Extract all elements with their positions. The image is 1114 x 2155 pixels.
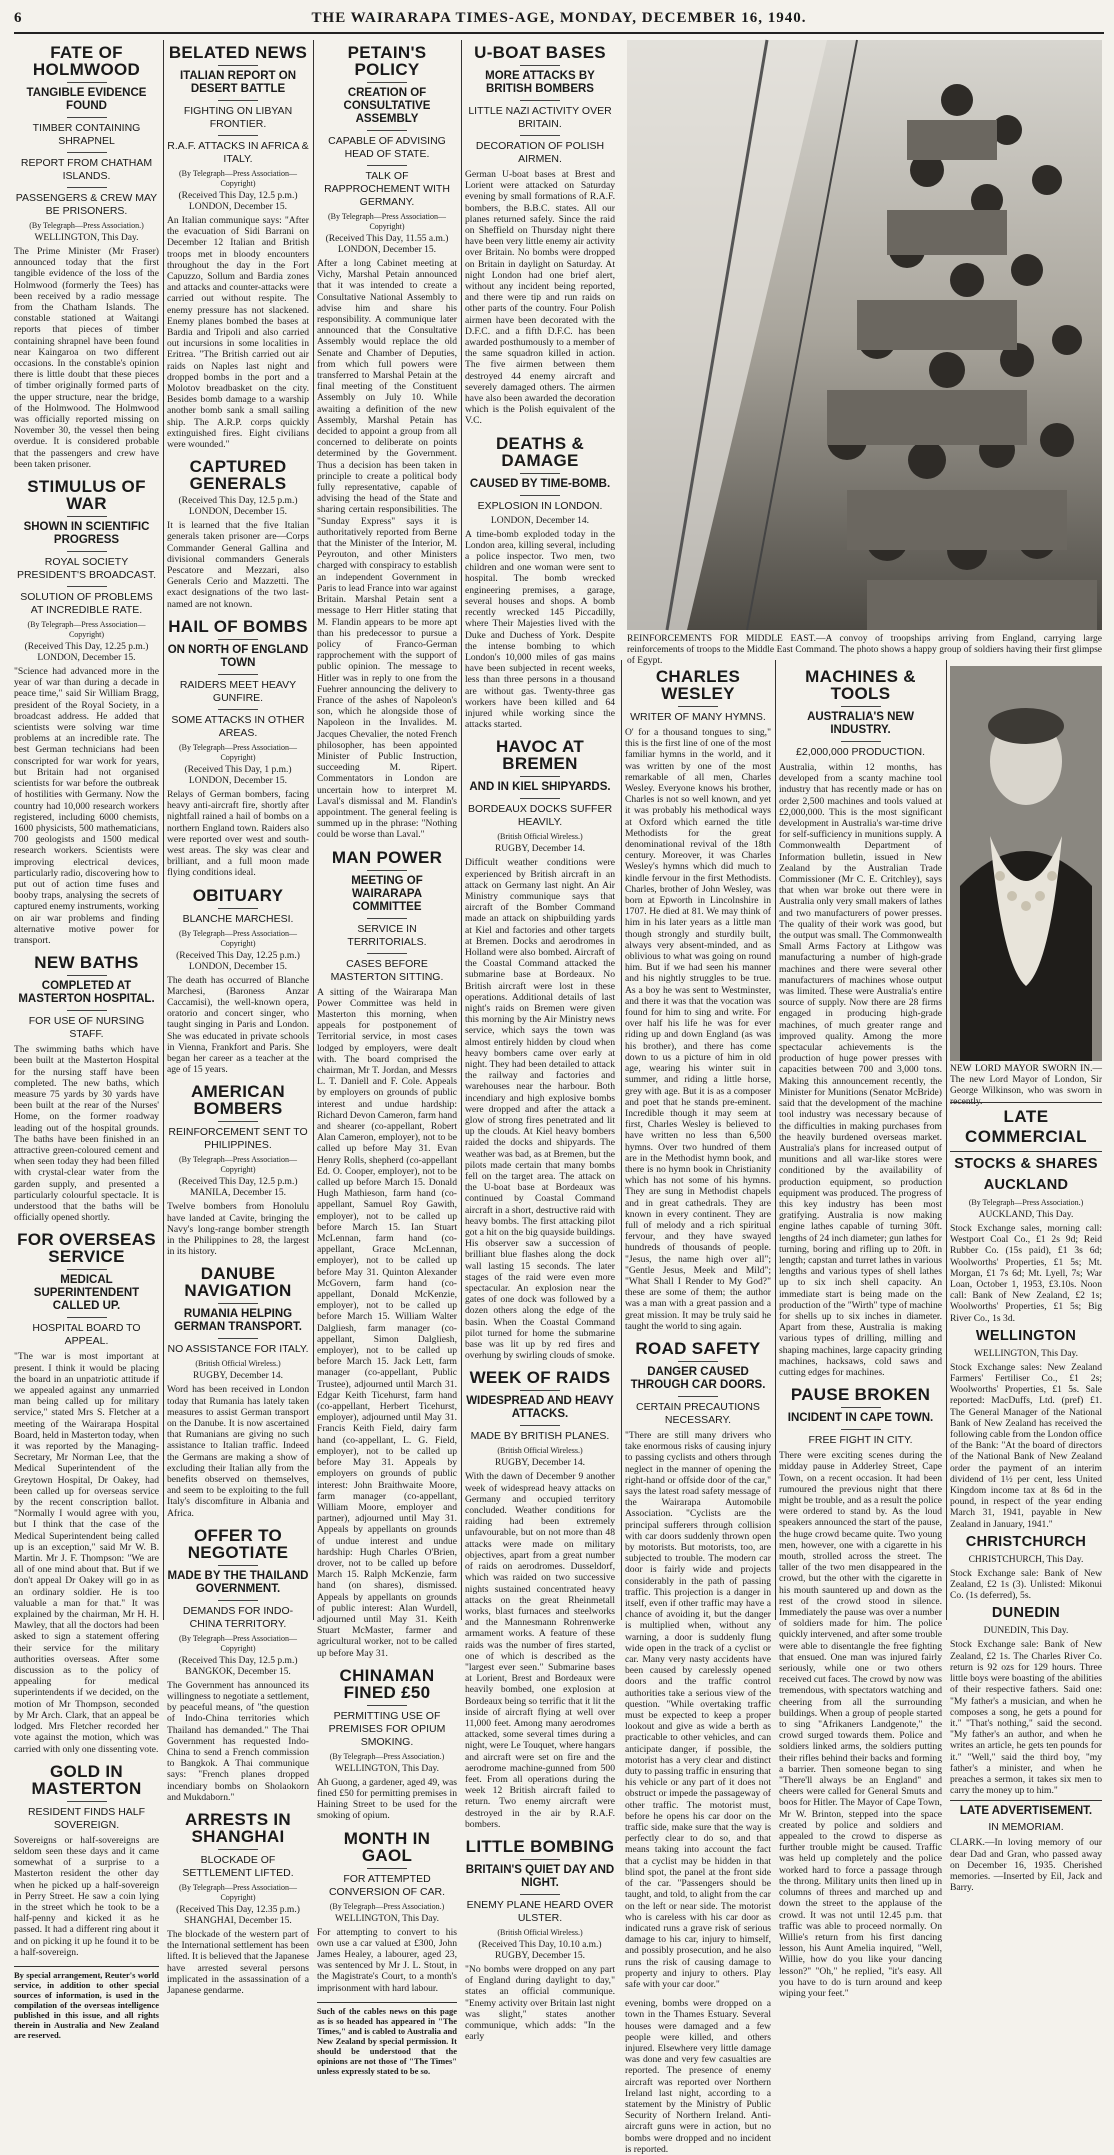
column-note: Such of the cables news on this page as is so headed has appeared in "The Times," and is cabled to Australia and New Zealand by special permission. It should be understood that the opinions are not those of "The Times" unless expressly stated to be so. bbox=[317, 2002, 457, 2076]
story-byline: (By Telegraph—Press Association—Copyright) bbox=[179, 169, 297, 188]
divider bbox=[841, 706, 881, 707]
story-body: For attempting to convert to his own use a car valued at £300, John James Healey, a labourer, aged 23, was sentenced by Mr J. L. Stout, in the Magistrate's Court, to a month's imprisonment with hard labour. bbox=[317, 1926, 457, 1994]
column-4 bbox=[465, 40, 615, 2043]
divider bbox=[67, 82, 107, 83]
divider bbox=[520, 100, 560, 101]
story-byline: (British Official Wireless.) bbox=[497, 1446, 583, 1456]
divider bbox=[367, 918, 407, 919]
divider bbox=[367, 953, 407, 954]
story bbox=[625, 1340, 771, 1990]
auckland-dateline: AUCKLAND, This Day. bbox=[978, 1210, 1074, 1220]
divider bbox=[367, 165, 407, 166]
story-subhead: WIDESPREAD AND HEAVY ATTACKS. bbox=[466, 1395, 614, 1421]
auckland-head: AUCKLAND bbox=[983, 1177, 1069, 1193]
story-subhead: RAIDERS MEET HEAVY GUNFIRE. bbox=[179, 678, 297, 704]
story-subhead: ON NORTH OF ENGLAND TOWN bbox=[167, 643, 309, 669]
troopship-photo-icon bbox=[627, 40, 1102, 630]
story-body: Word has been received in London today that Rumania has lately taken measures to assist German transport on the Danube. It is now ascertained that Rumanians are giving no such assistance to Italian traffic. Indeed the Germans are making a show of excluding their Italian ally from the benefits observed on themselves, and seem to be exploiting to the full Italy's discomfiture in Albania and Africa. bbox=[167, 1384, 309, 1519]
story-subhead: SOME ATTACKS IN OTHER AREAS. bbox=[171, 713, 305, 739]
story-subhead: BLANCHE MARCHESI. bbox=[182, 912, 294, 925]
story-body: evening, bombs were dropped on a town in the Thames Estuary. Several houses were damaged and a few people were killed, and others injured. Elsewhere very little damage was done and very few casualties are reported. The presence of enemy aircraft was reported over Northern Ireland last night, according to a statement by the Ministry of Public Security of Northern Ireland. Anti-aircraft guns were in action, but no bombs were dropped and no incident is reported. bbox=[625, 1998, 771, 2155]
late-commercial-title: LATE COMMERCIAL bbox=[964, 1107, 1088, 1146]
story-byline: (By Telegraph—Press Association—Copyright) bbox=[179, 742, 297, 762]
story-body: After a long Cabinet meeting at Vichy, Marshal Petain announced that it was intended to create a Consultative National Assembly to advise him and share his responsibility. A communique later announced that the Consultative Assembly would replace the old Senate and Chamber of Deputies, from which full powers were transferred to Marshal Petain at the final meeting of the Constituent Assembly on July 10. While awaiting a definition of the new Assembly, Marshal Petain has decided to appoint a group from all concerned to deliberate on points determined by the Government. Thus a decision has been taken in principle to create a political body fully representative, capable of advising the head of the State and sharing certain responsibilities. The "Sunday Express" says it is authoritatively reported from Berne that the Minister of the Interior, M. Peyrouton, and other Ministers charged with conspiracy to establish an independent Government in Paris to lead France into war against Britain. Marshal Petain sent a message to Herr Hitler stating that M. Flandin appears to be more apt than his predecessor to pursue a policy of Franco-German rapprochement with the support of public opinion. The message to Hitler was in reply to one from the Fuehrer announcing the delivery to France of the ashes of Napoleon's son, which he alongside those of Napoleon in the Invalides. M. Jacques Chevalier, the noted French philosopher, has been appointed Minister of Public Instruction, succeeding M. Ripert. Commentators in London are uncertain how to interpret M. Laval's dismissal and M. Flandin's appointment. The general feeling is summed up in the phrase: "Nothing could be worse than Laval." bbox=[317, 258, 457, 841]
divider bbox=[218, 639, 258, 640]
story-subhead: COMPLETED AT MASTERTON HOSPITAL. bbox=[18, 980, 155, 1006]
story-body: With the dawn of December 9 another week of widespread heavy attacks on Germany and occupied territory concluded. Weather conditions for raiding had been extremely unfavourable, but on not more than 48 attacks were made on military objectives, apart from a great number of raids on aerodromes. Dusseldorf, which was raided on two successive nights sustained concentrated heavy attacks on the great Rheinmetall works, blast furnaces and steelworks and the Mannesmann Rohrenwerke armament works. A feature of these raids was the number of fires started, one of which is described as the "largest ever seen." Submarine bases at Lorient, Brest and Bordeaux were heavily bombed, one explosion at Bordeaux being so terrific that it lit the inside of aircraft flying at well over 11,000 feet. Among many aerodromes attacked, some several times during a night, were Le Touquet, where hangars and aircraft were set on fire and the aerodrome machine-gunned from 500 feet. From all operations during the week 12 British aircraft failed to return. Two enemy aircraft were destroyed in the air by R.A.F. bombers. bbox=[465, 1471, 615, 1830]
story-body: An Italian communique says: "After the evacuation of Sidi Barrani on December 12 Italian and British troops met in bloody encounters throughout the day in the Fort Capuzzo, Sollum and Bardia zones and attacks and counter-attacks were carried out without respite. The enemy pressure has not slackened. Enemy planes bombed the bases at Bardia and Tripoli and also carried out incursions in some localities in Eritrea. "The British carried out air raids on Naples last night and dropped bombs in the port and a Molotov breadbasket on the city. Besides bomb damage to a warship another bomb sank a small sailing ship. The A.R.P. corps quickly extinguished fires. Eight civilians were wounded." bbox=[167, 215, 309, 451]
story-subhead: RUMANIA HELPING GERMAN TRANSPORT. bbox=[174, 1308, 302, 1334]
story-headline: FOR OVERSEAS SERVICE bbox=[17, 1230, 156, 1267]
divider bbox=[520, 1390, 560, 1391]
story-subhead: ITALIAN REPORT ON DESERT BATTLE bbox=[179, 70, 297, 95]
story-dateline: (Received This Day, 12.5 p.m.) LONDON, December 15. bbox=[178, 191, 298, 212]
story bbox=[465, 1369, 615, 1830]
christchurch-dateline: CHRISTCHURCH, This Day. bbox=[968, 1554, 1084, 1565]
divider bbox=[67, 117, 107, 118]
column-7 bbox=[950, 1098, 1102, 1894]
story-body: O' for a thousand tongues to sing," this is the first line of one of the most familiar hymns in the world, and it was written by one of the most remarkable of all men, Charles Wesley. Everyone knows his brother, Charles is not so well known, and yet it was probably his methodical ways at Oxford which earned the title Methodists for the great denominational revival of the 18th century. Moreover, it was Charles Wesley's hymns which did much to kindle fervour in the first Methodists. Charles, brother of John Wesley, was born at Epworth in Lincolnshire in 1707. He died at 81. We may think of him in his later years as a little man though strongly and sturdily built, always very absent-minded, and as oblivious to what was going on round him. But if we had seen his manner and his nightly struggles to be true. As a boy he was sent to Westminster, and there it was that the vocation was found for him to sing and write. For over half his life he was for ever riding up and down England (as was his brother), and there has come down to us a picture of him in old age, wearing his winter suit in summer, and riding a little horse, grey with age. But it is as a composer and poet that he stands pre-eminent. Incredible though it may seem at first, Charles Wesley is believed to have written no less than 6,500 hymns. Over two hundred of them are in the Methodist hymn book, and there is no hymn book in Christianity which has not some of his hymns. They are sung in Methodist chapels and in great cathedrals. They are known in every continent. They are full of melody and a rich spiritual fervour, and they have swayed hundreds of thousands of people. "Jesus, the name high over all"; "Gentle Jesus, Meek and Mild"; "What Shall I Render to My God?" these are some of them; the author was a man with a great passion and a great mission. It may be truly said he taught the world to sing again. bbox=[625, 727, 771, 1332]
story-subhead: RESIDENT FINDS HALF SOVEREIGN. bbox=[27, 1805, 146, 1831]
story bbox=[317, 849, 457, 1659]
story-body: There were exciting scenes during the midday pause in Adderley Street, Cape Town, on a recent occasion. It had been rumoured the previous night that there might be trouble, and as a result the police were ordered to stand by. As the loud speakers announced the start of the pause, the huge crowd became quite. Two young men, however, one with a cigarette in his mouth, strolled across the street. The taller of the two men disappeared in the crowd, but the other with the cigarette in his mouth sauntered up and down as the rest of the crowd stood in silence. Immediately the pause was over a number of soldiers made for him. The police quickly intervened, and after some trouble were able to disentangle the free fighting that ensued. One man was injured fairly seriously, while one or two others received cut faces. The crowd by now was tremendous, with spectators watching and cheering from all the surrounding buildings. When a group of people started to sing "Afrikaners Landgenote," the crowd surged towards them. Police and soldiers linked arms, the soldiers putting their rifles behind their backs and forming a barrier. Then someone began to sing "There'll always be an England" and cheers were called for General Smuts and boos for Hitler. The Mayor of Cape Town, Mr W. Brinton, stepped into the space created by police and soldiers and appealed to the crowd to disperse as further trouble might be caused. Traffic was held up completely and the police worked hard to force a passage through the throng. Military units then lined up in columns of threes and marched up and down the street to the applause of the crowd. It was not until 12.45 p.m. that traffic was able to proceed normally. On Willie's return from his first dancing lesson, his Aunt Amelia inquired, "Well, Willie, how do you like your dancing lesson?" "Oh," he replied, "it's easy. All you have to do is turn around and keep wiping your feet." bbox=[779, 1450, 942, 1999]
story-headline: FATE OF HOLMWOOD bbox=[32, 43, 141, 79]
story bbox=[14, 44, 159, 470]
story-subhead: FOR ATTEMPTED CONVERSION OF CAR. bbox=[328, 1872, 446, 1898]
story-headline: OBITUARY bbox=[192, 885, 284, 905]
story-subhead: CASES BEFORE MASTERTON SITTING. bbox=[330, 957, 444, 983]
divider bbox=[520, 135, 560, 136]
story-headline: CHINAMAN FINED £50 bbox=[339, 1665, 435, 1702]
story-subhead: MADE BY BRITISH PLANES. bbox=[470, 1430, 610, 1443]
divider bbox=[520, 495, 560, 496]
story-byline: (By Telegraph—Press Association—Copyright) bbox=[179, 928, 297, 948]
story-subhead: BLOCKADE OF SETTLEMENT LIFTED. bbox=[182, 1854, 294, 1880]
story-dateline: (Received This Day, 12.5 p.m.) MANILA, December 15. bbox=[178, 1177, 298, 1199]
story-byline: (British Official Wireless.) bbox=[497, 832, 583, 842]
divider bbox=[841, 741, 881, 742]
story-subhead: TIMBER CONTAINING SHRAPNEL bbox=[32, 122, 141, 147]
story bbox=[14, 1231, 159, 1754]
story bbox=[14, 1763, 159, 1958]
story-subhead: FIGHTING ON LIBYAN FRONTIER. bbox=[183, 105, 293, 130]
divider bbox=[218, 65, 258, 66]
story-dateline: (Received This Day, 12.25 p.m.) LONDON, December 15. bbox=[176, 950, 300, 972]
story-body: The Government has announced its willingness to negotiate a settlement, by peaceful means, of "the question of Indo-China territories which Thailand has demanded." The Thai Government has requested Indo-China to send a French commission to Bangkok. A Thai communique says: "French planes dropped incendiary bombs on Sholaokorn and Mukdaborn." bbox=[167, 1679, 310, 1803]
story-subhead: HOSPITAL BOARD TO APPEAL. bbox=[32, 1322, 141, 1348]
story-subhead: TALK OF RAPPROCHEMENT WITH GERMANY. bbox=[324, 170, 450, 208]
story-subhead: REINFORCEMENT SENT TO PHILIPPINES. bbox=[168, 1126, 308, 1152]
story-body: Relays of German bombers, facing heavy anti-aircraft fire, shortly after nightfall rained a hail of bombs on a northern England town. Raiders also were reported over west and south-west areas. The sky was clear and brilliant, and a full moon made flying conditions ideal. bbox=[167, 788, 309, 879]
story-subhead: FOR USE OF NURSING STAFF. bbox=[28, 1015, 145, 1041]
wellington-head: WELLINGTON bbox=[975, 1327, 1077, 1344]
story bbox=[167, 458, 309, 610]
story-headline: STIMULUS OF WAR bbox=[27, 477, 146, 514]
divider bbox=[678, 1361, 718, 1362]
story-subhead: MEDICAL SUPERINTENDENT CALLED UP. bbox=[33, 1274, 140, 1313]
story-subhead: MEETING OF WAIRARAPA COMMITTEE bbox=[351, 874, 423, 913]
story bbox=[625, 1998, 771, 2155]
christchurch-head: CHRISTCHURCH bbox=[965, 1533, 1087, 1550]
story-subhead: FREE FIGHT IN CITY. bbox=[808, 1434, 913, 1447]
story-body: "No bombs were dropped on any part of England during daylight to day," states an official communique. "Enemy activity over Britain last night was slight," states another communique, which adds: "In the early bbox=[465, 1963, 615, 2043]
story bbox=[167, 1527, 309, 1803]
story bbox=[14, 954, 159, 1223]
divider bbox=[218, 1121, 258, 1122]
story-subhead: AUSTRALIA'S NEW INDUSTRY. bbox=[807, 711, 914, 736]
story-byline: (By Telegraph—Press Association—Copyright) bbox=[179, 1883, 297, 1903]
story-headline: PAUSE BROKEN bbox=[790, 1385, 931, 1405]
story-byline: (British Official Wireless.) bbox=[497, 1927, 583, 1937]
story-body: Ah Guong, a gardener, aged 49, was fined £50 for permitting premises in Haining Street to be used for the smoking of opium. bbox=[317, 1776, 457, 1822]
story-subhead: BORDEAUX DOCKS SUFFER HEAVILY. bbox=[467, 803, 613, 829]
story-dateline: (Received This Day, 12.5 p.m.) BANGKOK, December 15. bbox=[178, 1655, 298, 1677]
story-headline: LITTLE BOMBING bbox=[465, 1836, 615, 1856]
story-subhead: MADE BY THE THAILAND GOVERNMENT. bbox=[167, 1569, 309, 1595]
story-subhead: DANGER CAUSED THROUGH CAR DOORS. bbox=[630, 1365, 766, 1391]
story-body: Difficult weather conditions were experienced by British aircraft in an attack on Germany last night. An Air Ministry communique says that aircraft of the Bomber Command made an attack on shipbuilding yards at Kiel and factories and other targets at Bremen. Docks and aerodromes in Holland were also bombed. Aircraft of the Coastal Command attacked the submarine base at Bordeaux. No British aircraft were lost in these operations. Additional details of last night's raids on Bremen were given this morning by the Air Ministry news service, which says the town was almost entirely hidden by cloud when heavy bombers came over early at night. They had been detailed to attack the railway and factories and warehouses near the harbour. Both incendiary and high explosive bombs were dropped and after the attack a glow of strong fires penetrated and lit up the clouds. At Kiel heavy bombers raided the docks and shipyards. The weather was bad, as at Bremen, but the pilots made certain that many bombs fell on the target area. The attack on the U-boat base at Bordeaux was continued by Coastal Command aircraft in a short, destructive raid with heavy bombs. The first attacking pilot got a hit on the big quayside buildings. His observer saw a succession of brilliant blue flashes along the dock wall lasting 15 seconds. The later stages of the raid were even more spectacular. An explosion near the gates of one dock was followed by a dozen others along the edge of the basin. When the Coastal Command pilot turned for home the submarine base was lit up by red fires and overhung by swirling clouds of smoke. bbox=[465, 857, 615, 1362]
story-subhead: ENEMY PLANE HEARD OVER ULSTER. bbox=[466, 1898, 614, 1924]
divider bbox=[678, 1396, 718, 1397]
lord-mayor-caption: NEW LORD MAYOR SWORN IN.—The new Lord Mayor of London, Sir George Wilkinson, who was sworn in recently. bbox=[950, 1064, 1102, 1107]
masthead-title: THE WAIRARAPA TIMES-AGE, MONDAY, DECEMBER 16, 1940. bbox=[311, 10, 807, 26]
story bbox=[465, 1838, 615, 2042]
story-dateline: RUGBY, December 14. bbox=[494, 1458, 586, 1469]
story-subhead: ROYAL SOCIETY PRESIDENT'S BROADCAST. bbox=[16, 556, 157, 582]
story bbox=[317, 1830, 457, 1994]
story bbox=[317, 44, 457, 841]
divider bbox=[218, 135, 258, 136]
divider bbox=[218, 100, 258, 101]
wellington-dateline: WELLINGTON, This Day. bbox=[973, 1348, 1079, 1359]
divider bbox=[367, 82, 407, 83]
divider bbox=[218, 908, 258, 909]
divider bbox=[218, 1849, 258, 1850]
divider bbox=[67, 1317, 107, 1318]
story bbox=[465, 738, 615, 1361]
divider bbox=[367, 870, 407, 871]
page-number: 6 bbox=[14, 10, 22, 26]
divider bbox=[218, 674, 258, 675]
story-byline: (By Telegraph—Press Association—Copyright) bbox=[179, 1155, 297, 1175]
divider bbox=[218, 1600, 258, 1601]
story-subhead: PASSENGERS & CREW MAY BE PRISONERS. bbox=[15, 192, 158, 217]
story-headline: MACHINES & TOOLS bbox=[805, 667, 916, 703]
story-subhead: £2,000,000 PRODUCTION. bbox=[796, 746, 925, 758]
divider bbox=[367, 130, 407, 131]
story-dateline: (Received This Day, 12.25 p.m.) LONDON, December 15. bbox=[24, 642, 149, 664]
story-subhead: PERMITTING USE OF PREMISES FOR OPIUM SMOKING. bbox=[328, 1709, 446, 1748]
story-headline: HAIL OF BOMBS bbox=[168, 616, 308, 636]
story-subhead: AND IN KIEL SHIPYARDS. bbox=[469, 781, 611, 794]
story bbox=[317, 1667, 457, 1822]
story-subhead: REPORT FROM CHATHAM ISLANDS. bbox=[20, 157, 153, 182]
divider bbox=[67, 1801, 107, 1802]
story bbox=[167, 1083, 309, 1257]
story-body: The blockade of the western part of the International settlement has been lifted. It is believed that the Japanese have arrested several persons implicated in the assassination of a Japanese gendarme. bbox=[167, 1929, 309, 1997]
dunedin-body: Stock Exchange sale: Bank of New Zealand, £2 1s. The Charles River Co. return is 92 ozs for 129 hours. Three little boys were boasting of the abilities of their respective fathers. Said one: "My father's a musician, and when he composes a song, he gets a pound for it." "That's nothing," said the second. "My father's an author, and when he writes an article, he gets ten pounds for it." "Well," said the third boy, "my father's a minister, and when he preaches a sermon, it takes six men to carry the money up to him." bbox=[950, 1639, 1102, 1797]
story-body: Sovereigns or half-sovereigns are seldom seen these days and it came somewhat of a surprise to a Masterton resident the other day when he picked up a half-sovereign in Perry Street. He saw a coin lying in the street which he took to be a half-penny and kicked it as he passed. It had a different ring about it and on picking it up he found it to be a half-sovereign. bbox=[14, 1834, 159, 1958]
story-headline: BELATED NEWS bbox=[168, 43, 308, 62]
story bbox=[465, 44, 615, 427]
divider bbox=[367, 1705, 407, 1706]
divider bbox=[841, 1407, 881, 1408]
story-subhead: INCIDENT IN CAPE TOWN. bbox=[787, 1412, 934, 1425]
troopship-photo bbox=[627, 40, 1102, 630]
late-ad-sub: IN MEMORIAM. bbox=[988, 1821, 1064, 1834]
story bbox=[167, 887, 309, 1076]
dunedin-dateline: DUNEDIN, This Day. bbox=[983, 1626, 1069, 1637]
story bbox=[625, 668, 771, 1332]
lord-mayor-portrait-icon bbox=[950, 666, 1102, 1061]
column-5 bbox=[625, 664, 771, 2155]
story-headline: ROAD SAFETY bbox=[635, 1338, 761, 1358]
story bbox=[779, 1386, 942, 1999]
story-body: A sitting of the Wairarapa Man Power Committee was held in Masterton this morning, when appeals for postponement of Territorial service, in most cases lodged by employers, were dealt with. The board comprised the chairman, Mr T. Jordan, and Messrs L. T. Daniell and F. Cole. Appeals by employers on grounds of public interest and undue hardship: Richard Devon Cameron, farm hand and shearer (co-appellant, Robert Alan Cameron, employer), not to be called up before May 31. Evan Henry Rolls, shepherd (co-appellant Ed. O. Cooper, employer), not to be called up before March 15. Donald Hugh Mathieson, farm hand (co-appellant, Samuel Roy Gawith, employer), not to be called up before March 15. Ian Stuart McLennan, farm hand (co-appellant, Grace McLennan, employer), not to be called up before May 31. Quinton Alexander McGovern, farm hand (co-appellant, Donald McKenzie, employer), not to be called up before March 15. William Walter Dalgliesh, farm manager (co-appellant, Simon Dalgliesh, employer), not to be called up before March 15. Jack Lett, farm manager (co-appellant, Public Trustee), adjourned until March 31. Edgar Keith Ticehurst, farm hand (co-appellant, Herbert Ticehurst, employer), adjourned until May 31. Francis Keith Field, dairy farm hand (co-appellant, L. G. Field, employer), not to be called up before May 31. Appeals by employers on grounds of public interest: John Braithwaite Moore, farm manager (co-appellant, William Moore, employer and partner), adjourned until May 31. Appeals by appellants on grounds of undue interest and undue hardship: Hugh Charles O'Brien, drover, not to be called up before March 15. Ralph McKenzie, farm hand (on shares), dismissed. Appeals by appellants on grounds of public interest: Alan Wurdell, adjourned until May 31. Keith Stuart McMaster, farmer and agricultural worker, not to be called up before May 31. bbox=[317, 986, 457, 1659]
divider bbox=[67, 516, 107, 517]
dunedin-head: DUNEDIN bbox=[991, 1605, 1061, 1622]
story-headline: HAVOC AT BREMEN bbox=[495, 737, 585, 774]
story-headline: GOLD IN MASTERTON bbox=[31, 1761, 142, 1798]
story-dateline: WELLINGTON, This Day. bbox=[34, 233, 139, 243]
story-subhead: NO ASSISTANCE FOR ITALY. bbox=[167, 1343, 309, 1356]
story-subhead: SOLUTION OF PROBLEMS AT INCREDIBLE RATE. bbox=[20, 591, 153, 617]
story-subhead: CAPABLE OF ADVISING HEAD OF STATE. bbox=[328, 135, 446, 160]
divider bbox=[218, 1303, 258, 1304]
story-body: "There are still many drivers who take enormous risks of causing injury to passing cyclists and others through neglect in the manner of opening the right-hand or offside door of the car," says the latest road safety message of the Wairarapa Automobile Association. "Cyclists are the principal sufferers through collision with car doors suddenly thrown open by motorists. But motorists, too, are subjected to trouble. The modern car door is fairly wide and projects considerably in the path of passing traffic. This projection is a danger in itself, even if other traffic may have a chance of avoiding it, but the danger is multiplied when, without any warning, a door is suddenly flung wide open in the track of a cyclist or car. Many very nasty accidents have been caused by carelessly opened doors and the traffic control authorities take a serious view of the question. "While overtaking traffic must be expected to keep a proper lookout and give as wide a berth as practicable to other vehicles, and can anticipate danger, if possible, the motorist has a very clear and distinct duty to passing traffic in ensuring that his vehicle or any part of it does not obstruct or impede the passageway of other traffic. The motorist must, before he opens his car door on the traffic side, make sure that the way is perfectly clear to do so, and that means taking into account the fact that a cyclist may be hidden in that blind spot, the panel at the front side of the car. "Passengers should be taught, and told, to alight from the car on the left or near side. The motorist who is careless with his car door as indicated runs a grave risk of serious damage to his car, injury to himself, and possibly prosecution, and he also runs the risk of causing damage to property and injury to others. Play safe with your car door." bbox=[625, 1429, 771, 1990]
story-subhead: CREATION OF CONSULTATIVE ASSEMBLY bbox=[343, 87, 431, 125]
story-body: It is learned that the five Italian generals taken prisoner are—Corps Commander General Gallina and divisional commanders Generals Pescatore and Mezzari, also Generals Cerio and Mazzetti. The exact designations of the two last-named are not known. bbox=[167, 520, 309, 610]
story-body: "The war is most important at present. I think it would be placing the board in an unpatriotic attitude if we appealed against any unmarried man being called up for military service," stated Mrs S. Fletcher at a meeting of the Wairarapa Hospital Board, held in Masterton today, when it was reported by the Managing-Secretary, Mr Norman Lee, that the Medical Superintendent of the Greytown Hospital, Dr Oakey, had been called up for overseas service by the recent conscription ballot. "Normally I would agree with you, but I think that the case of the Medical Superintendent being called up is an exception," said Mr W. B. Martin. Mr J. F. Thompson: "We are all of one mind about that. But if we don't appeal Dr Oakey will go in as an ordinary soldier. He is too valuable a man for that." It was explained by the chairman, Mr H. H. Mawley, that all the doctors had been asked to sign a statement offering their service for the military authorities overseas. After some discussion as to the policy of appealing for medical superintendents if we decided, on the motion of Mr Thompson, seconded by Mr Arch. Clark, that an appeal be lodged. Mrs Fletcher recorded her vote against the motion, which was carried with only one dissenting vote. bbox=[14, 1351, 159, 1755]
story-subhead: CERTAIN PRECAUTIONS NECESSARY. bbox=[636, 1400, 760, 1426]
divider bbox=[218, 1338, 258, 1339]
story-subhead: BRITAIN'S QUIET DAY AND NIGHT. bbox=[465, 1863, 615, 1889]
story-body: German U-boat bases at Brest and Lorient were attacked on Saturday evening by small formations of R.A.F. bombers, the B.B.C. states. All our planes returned safely. Since the raid on Sheffield on Thursday night there have been very little enemy air activity over Britain. No bombs were dropped on Britain in daylight on Saturday. At night London had one brief alert, without any incident being reported, and there were tip and run raids on other parts of the country. Four Polish airmen have been decorated with the D.F.C. and a fifth D.F.C. has been awarded posthumously to a member of the same squadron killed in action. The five airmen between them destroyed 44 enemy aircraft and severely damaged others. The airmen have also been awarded the decoration which is the Polish equivalent of the V.C. bbox=[465, 169, 615, 427]
divider bbox=[218, 709, 258, 710]
divider bbox=[520, 1859, 560, 1860]
story-body: "Science had advanced more in the year of war than during a decade in peace time," said Sir William Bragg, president of the Royal Society, in a broadcast address. He added that scientists were solving war time problems at an incredible rate. The best German technicians had been conscripted for war work for years, but Britain had not organised scientists for war before the outbreak of hostilities with Germany. Now the country had 10,000 research workers registered, including 6000 chemists, 1600 physicists, 500 mathematicians, 700 geologists and 1500 medical research workers. Scientists were improving electrical devices, particularly radio, discovering how to put out of action time fuses and booby traps, analysing the secrets of captured enemy instruments, working on air war problems and finding alternative motive power for transport. bbox=[14, 666, 159, 946]
late-ad-head: LATE ADVERTISEMENT. bbox=[959, 1805, 1093, 1818]
story-dateline: (Received This Day, 10.10 a.m.) RUGBY, December 15. bbox=[478, 1939, 602, 1961]
story bbox=[779, 668, 942, 1378]
story-byline: (By Telegraph—Press Association—Copyright) bbox=[328, 212, 446, 231]
lord-mayor-photo bbox=[950, 666, 1102, 1061]
story-dateline: RUGBY, December 14. bbox=[494, 844, 586, 855]
story-subhead: MORE ATTACKS BY BRITISH BOMBERS bbox=[485, 70, 595, 95]
story-headline: MAN POWER bbox=[331, 847, 443, 867]
story bbox=[167, 1265, 309, 1518]
auckland-byline: (By Telegraph—Press Association.) bbox=[968, 1198, 1084, 1207]
story-subhead: CAUSED BY TIME-BOMB. bbox=[469, 477, 611, 490]
story-subhead: EXPLOSION IN LONDON. bbox=[477, 499, 603, 512]
column-1 bbox=[14, 40, 159, 2040]
story-headline: ARRESTS IN SHANGHAI bbox=[185, 1810, 291, 1847]
story-body: The death has occurred of Blanche Marchesi, (Baroness Anzar Caccamisi), the well-known opera, oratorio and concert singer, who taught singing in Paris and London. She was educated in private schools in Vienna, Frankfort and Paris. She began her career as a teacher at the age of 15 years. bbox=[167, 974, 309, 1076]
divider bbox=[67, 975, 107, 976]
late-ad-body: CLARK.—In loving memory of our dear Dad and Gran, who passed away on December 16, 1935. Cherished memories. —Inserted by Eil, Jack and Barry. bbox=[950, 1837, 1102, 1894]
story-dateline: WELLINGTON, This Day. bbox=[334, 1913, 440, 1924]
story bbox=[167, 44, 309, 450]
story-headline: CHARLES WESLEY bbox=[655, 667, 741, 703]
story-headline: MONTH IN GAOL bbox=[343, 1828, 431, 1865]
divider bbox=[520, 798, 560, 799]
story-subhead: DECORATION OF POLISH AIRMEN. bbox=[475, 140, 605, 165]
story-headline: AMERICAN BOMBERS bbox=[190, 1082, 285, 1119]
story-headline: PETAIN'S POLICY bbox=[347, 43, 427, 79]
story-dateline: (Received This Day, 12.35 p.m.) SHANGHAI, December 15. bbox=[176, 1905, 300, 1927]
column-2 bbox=[167, 40, 310, 1997]
story-subhead: SHOWN IN SCIENTIFIC PROGRESS bbox=[23, 521, 150, 547]
story-headline: DEATHS & DAMAGE bbox=[495, 433, 585, 470]
divider bbox=[520, 65, 560, 66]
story-byline: (By Telegraph—Press Association.) bbox=[329, 1751, 445, 1761]
story-headline: DANUBE NAVIGATION bbox=[184, 1264, 292, 1301]
story-byline: (By Telegraph—Press Association.) bbox=[29, 221, 144, 230]
divider bbox=[67, 152, 107, 153]
story bbox=[465, 435, 615, 731]
story-headline: OFFER TO NEGOTIATE bbox=[187, 1525, 289, 1562]
story-body: The swimming baths which have been built at the Masterton Hospital for the nursing staff have been completed. The new baths, which measure 75 yards by 30 yards have been built at the rear of the Nurses' Home, on the former roadway leading out of the hospital grounds. The baths have been finished in an attractive green-coloured cement and when seen today they had been filled with crystal-clear water from the garden supply, and presented a particularly colourful spectacle. It is understood that the baths will be officially opened shortly. bbox=[14, 1044, 159, 1224]
story-dateline: RUGBY, December 14. bbox=[192, 1371, 284, 1382]
story-subhead: WRITER OF MANY HYMNS. bbox=[630, 711, 766, 723]
divider bbox=[67, 1269, 107, 1270]
divider bbox=[520, 473, 560, 474]
story-body: The Prime Minister (Mr Fraser) announced today that the first tangible evidence of the loss of the Holmwood (formerly the Tees) has been received by a radio message from the Chatham Islands. The constable stationed at Waitangi reports that pieces of timber containing shrapnel have been found near Kaingaroa on two different occasions. In the constable's opinion there is little doubt that these pieces of timber originally formed parts of the upper structure, near the bridge, of the Holmwood. The Holmwood was officially reported missing on November 30, the vessel then being overdue. It is considered probable that the passengers and crew have been taken prisoner. bbox=[14, 246, 159, 470]
story-byline: (By Telegraph—Press Association—Copyright) bbox=[27, 620, 146, 640]
story-dateline: WELLINGTON, This Day. bbox=[334, 1763, 440, 1774]
christchurch-body: Stock Exchange sale: Bank of New Zealand, £2 1s (3). Unlisted: Mikonui Co. (1s deferred), 5s. bbox=[950, 1567, 1102, 1602]
divider bbox=[678, 706, 718, 707]
story-headline: U-BOAT BASES bbox=[474, 43, 606, 62]
divider bbox=[67, 1010, 107, 1011]
divider bbox=[67, 586, 107, 587]
story-subhead: DEMANDS FOR INDO-CHINA TERRITORY. bbox=[182, 1604, 294, 1630]
story-headline: CAPTURED GENERALS bbox=[189, 457, 287, 494]
story-body: Australia, within 12 months, has developed from a scanty machine tool industry that has recently made or has on order 2,500 machines and tools valued at £2,000,000. This is the most significant development in Australia's war-time drive for self-sufficiency in munitions supply. A Commonwealth Department of Information bulletin, issued in New Zealand by the Australian Trade Commissioner (Mr C. E. Critchley), says that when war broke out there were in Australia only very small makers of lathes and two manufacturers of power presses. The quality of their work was good, but the output was small. The Commonwealth Small Arms Factory at Lithgow was manufacturing a number of high-grade machines and there were several other manufacturers of machines whose output was limited. These were Australia's entire source of supply. Now there are 28 firms engaged in producing high-grade machines, of much greater range and improved quality. Among the more spectacular achievements is the production of huge power presses with capacities between 700 and 3,000 tons. Making this announcement recently, the Minister for Munitions (Senator McBride) said that the development of the machine tool industry was necessary because of the difficulties in making purchases from the heavily burdened overseas market. Australia's plans for increased output of munitions and all war-like stores were conditioned by the availability of production equipment, so production equipment was produced. The progress of this key industry has been most gratifying. Australia is now making engine lathes capable of turning 30ft. lengths of 24 inch diameter; gun lathes for turning, boring and rifling up to 20ft. in length; capstan and turret lathes in various lengths and various types of shell lathes up to six inch shell capacity. An immediate start is being made on the production of the "Wirth" type of machine for shells up to six inches in diameter. Apart from these, Australia is making various types of drilling, milling and shaping machines, large capacity grinding machines, hacksaws, cold saws and cutting edges for machines. bbox=[779, 762, 942, 1378]
divider bbox=[520, 1425, 560, 1426]
masthead bbox=[14, 10, 1104, 34]
story-body: Twelve bombers from Honolulu have landed at Cavite, bringing the Navy's long-range bomber strength in the Philippines to 28, the largest in its history. bbox=[167, 1201, 309, 1258]
story-headline: NEW BATHS bbox=[34, 953, 139, 973]
column-3 bbox=[317, 40, 457, 2076]
column-6 bbox=[779, 664, 942, 1999]
story bbox=[167, 618, 309, 879]
divider bbox=[67, 187, 107, 188]
story-dateline: (Received This Day, 11.55 a.m.) LONDON, December 15. bbox=[325, 234, 449, 255]
story-dateline: (Received This Day, 1 p.m.) LONDON, December 15. bbox=[184, 764, 292, 786]
story-dateline: (Received This Day, 12.5 p.m.) LONDON, December 15. bbox=[178, 496, 298, 518]
story-byline: (By Telegraph—Press Association—Copyright) bbox=[179, 1633, 297, 1653]
divider bbox=[841, 1429, 881, 1430]
wellington-body: Stock Exchange sales: New Zealand Farmers' Fertiliser Co., £1 2s; Woolworths' Properties, £1 5s. Sale reported: MacDuffs, Ltd. (pref) £1. The General Manager of the National Bank of New Zealand has received the following cable from the London office of the Bank: "At the board of directors of the National Bank of New Zealand order the payment of an interim dividend of 1½ per cent, less United Kingdom income tax at 8s 6d in the pound, in respect of the year ending March 31, 1941, payable in New Zealand in January, 1941." bbox=[950, 1361, 1102, 1530]
story-headline: WEEK OF RAIDS bbox=[469, 1368, 611, 1388]
story-subhead: LITTLE NAZI ACTIVITY OVER BRITAIN. bbox=[468, 105, 612, 130]
divider bbox=[520, 1894, 560, 1895]
story-body: A time-bomb exploded today in the London area, killing several, including a police inspector. Two men, two children and one woman were sent to hospital. The bomb wrecked engineering premises, a garage, several houses and shops. A bomb recently wrecked 145 Piccadilly, where Their Majesties lived with the Duke and Duchess of York. Despite the intense bombing to which London's 10,000 miles of gas mains have been subjected in recent weeks, less than three persons in a thousand are without gas. Twenty-three gas workers have been killed and 64 injured while working since the attacks started. bbox=[465, 528, 615, 731]
story-subhead: R.A.F. ATTACKS IN AFRICA & ITALY. bbox=[167, 140, 309, 165]
troopship-photo-caption: REINFORCEMENTS FOR MIDDLE EAST.—A convoy of troopships arriving from England, carrying large reinforcements of troops to the Middle East Command. The photo shows a happy group of soldiers having their first glimpse of Egypt. bbox=[627, 634, 1102, 666]
stocks-headline: STOCKS & SHARES bbox=[954, 1156, 1098, 1172]
divider bbox=[218, 1565, 258, 1566]
story-subhead: SERVICE IN TERRITORIALS. bbox=[347, 922, 427, 948]
story-byline: (By Telegraph—Press Association.) bbox=[329, 1901, 445, 1911]
story-dateline: LONDON, December 14. bbox=[490, 515, 590, 526]
divider bbox=[520, 776, 560, 777]
story bbox=[167, 1811, 309, 1996]
auckland-body: Stock Exchange sales, morning call: Westport Coal Co., £1 2s 9d; Reid Rubber Co. (15s paid), £1 3s 6d; Woolworths' Properties, £1 5s; Mt. Morgan, £1 7s 6d; Mt. Lyell, 7s; War Loan, October 1, 1953, £3.10s. Noon call: Bank of New Zealand, £2 1s; Woolworths' Properties, £1 5s; Big River Co., 1s 3d. bbox=[950, 1223, 1102, 1324]
column-note: By special arrangement, Reuter's world service, in addition to other special sources of information, is used in the compilation of the overseas intelligence published in this issue, and all rights therein in Australia and New Zealand are reserved. bbox=[14, 1966, 159, 2040]
story bbox=[14, 478, 159, 946]
divider bbox=[367, 1868, 407, 1869]
divider bbox=[67, 551, 107, 552]
story-subhead: TANGIBLE EVIDENCE FOUND bbox=[26, 87, 147, 112]
story-byline: (British Official Wireless.) bbox=[195, 1359, 281, 1369]
